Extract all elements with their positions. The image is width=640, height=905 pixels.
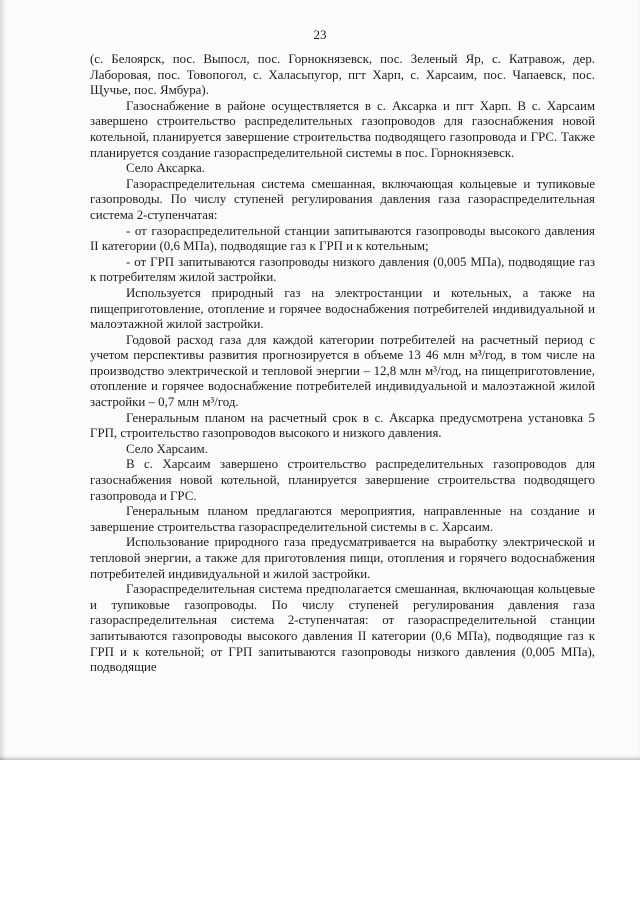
paragraph-natural-gas-usage: Используется природный газ на электростанции и котельных, а также на пищеприготовление, отопление и горячее водоснабжения потребителей индивидуальной и малоэтажной жилой застройки. — [90, 285, 595, 332]
paragraph-harsaim-construction: В с. Харсаим завершено строительство распределительных газопроводов для газоснабжения новой котельной, планируется завершение строительства подводящего газопровода и ГРС. — [90, 457, 595, 503]
paragraph-harsaim-usage: Использование природного газа предусматривается на выработку электрической и тепловой энергии, а также для приготовления пищи, отопления и горячего водоснабжения потребителей индивидуальной и жилой застройки. — [90, 535, 595, 581]
paragraph-aksarka-system: Газораспределительная система смешанная, включающая кольцевые и тупиковые газопроводы. По числу ступеней регулирования давления газа газораспределительная система 2-ступенчатая: — [90, 176, 595, 222]
heading-harsaim: Село Харсаим. — [126, 441, 208, 456]
list-item-low-pressure: - от ГРП запитываются газопроводы низкого давления (0,005 МПа), подводящие газ к потребителям жилой застройки. — [90, 254, 595, 285]
paragraph-harsaim-system: Газораспределительная система предполагается смешанная, включающая кольцевые и тупиковые газопроводы. По числу ступеней регулирования давления газа газораспределительная система 2-ступенчатая: от газораспределительной станции запитываются газопроводы высокого давления II категории (0,6 МПа), подводящие газ к ГРП и к котельной; от ГРП запитываются газопроводы низкого давления (0,005 МПа), подводящие — [90, 582, 595, 675]
paragraph-harsaim-plan: Генеральным планом предлагаются мероприятия, направленные на создание и завершение строительства газораспределительной системы в с. Харсаим. — [90, 504, 595, 534]
heading-aksarka: Село Аксарка. — [126, 161, 205, 176]
document-body — [90, 52, 595, 676]
list-item-high-pressure: - от газораспределительной станции запитываются газопроводы высокого давления II категории (0,6 МПа), подводящие газ к ГРП и к котельным; — [90, 223, 595, 254]
page-number: 23 — [313, 27, 327, 42]
paragraph-gas-supply-overview: Газоснабжение в районе осуществляется в с. Аксарка и пгт Харп. В с. Харсаим завершено строительство распределительных газопроводов для газоснабжения новой котельной, планируется завершение строительства подводящего газопровода и ГРС. Также планируется создание газораспределительной системы в пос. Горнокнязевск. — [90, 98, 595, 160]
paragraph-annual-consumption: Годовой расход газа для каждой категории потребителей на расчетный период с учетом перспективы развития прогнозируется в объеме 13 46 млн м³/год, в том числе на производство электрической и тепловой энергии – 12,8 млн м³/год, на пищеприготовление, отопление и горячее водоснабжение потребителей индивидуальной и малоэтажной жилой застройки – 0,7 млн м³/год. — [90, 332, 595, 410]
scan-shadow-edge — [0, 0, 6, 760]
paragraph-aksarka-plan: Генеральным планом на расчетный срок в с. Аксарка предусмотрена установка 5 ГРП, строительство газопроводов высокого и низкого давления. — [90, 410, 595, 441]
paragraph-settlements-list: (с. Белоярск, пос. Выпосл, пос. Горнокнязевск, пос. Зеленый Яр, с. Катравож, дер. Лаборовая, пос. Товопогол, с. Халасьпугор, пгт Харп, с. Харсаим, пос. Чапаевск, пос. Щучье, пос. Ямбура). — [90, 52, 595, 98]
